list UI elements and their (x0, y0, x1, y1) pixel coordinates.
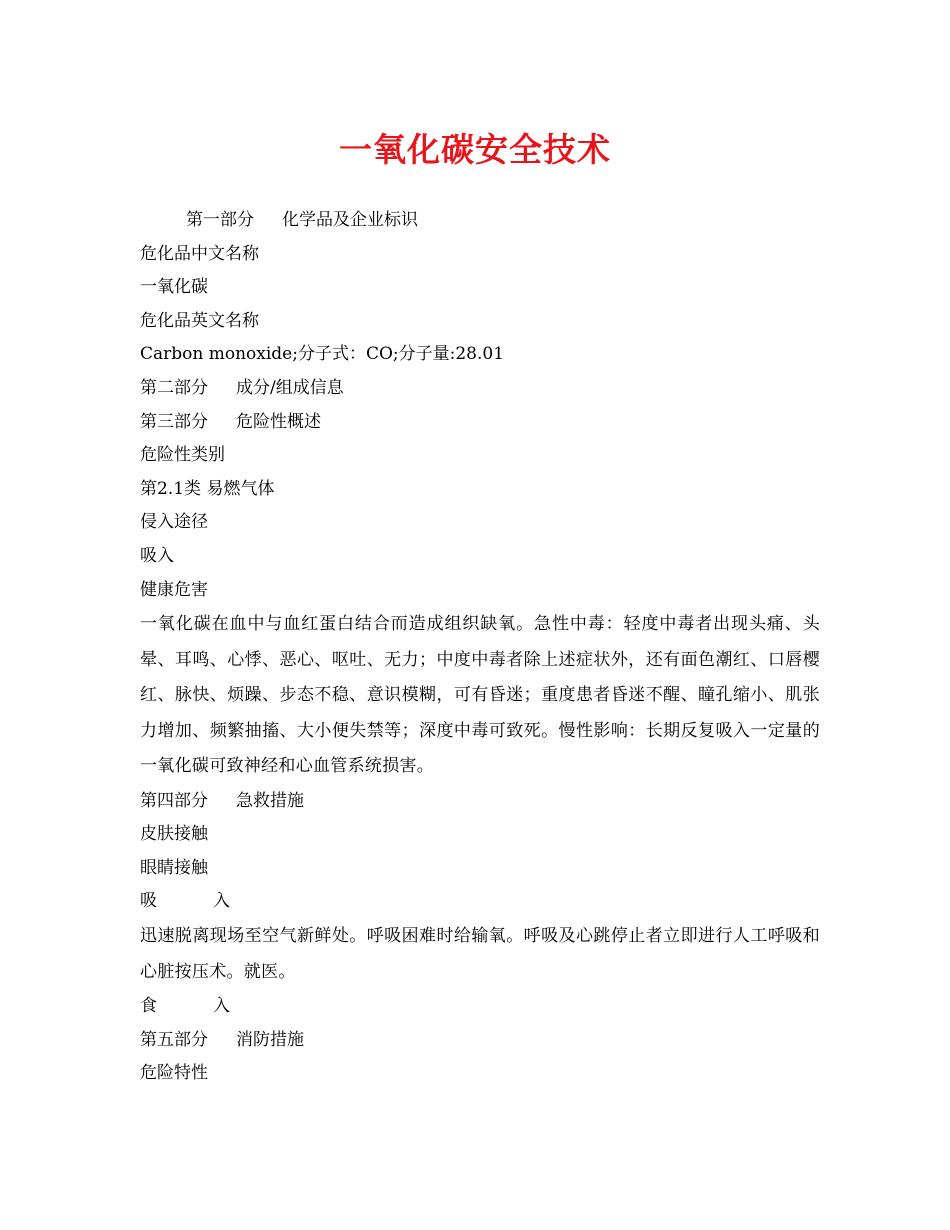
field-label-health: 健康危害 (140, 579, 208, 600)
section-title: 急救措施 (236, 790, 304, 811)
field-value-cn-name: 一氧化碳 (140, 277, 208, 298)
health-hazard-paragraph: 一氧化碳在血中与血红蛋白结合而造成组织缺氧。急性中毒：轻度中毒者出现头痛、头晕、耳鸣、心悸、恶心、呕吐、无力；中度中毒者除上述症状外，还有面色潮红、口唇樱红、脉快、烦躁、步态不稳、意识模糊，可有昏迷；重度患者昏迷不醒、瞳孔缩小、肌张力增加、频繁抽搐、大小便失禁等；深度中毒可致死。慢性影响：长期反复吸入一定量的一氧化碳可致神经和心血管系统损害。 (140, 614, 820, 777)
document-body (140, 204, 820, 1091)
document-title: 一氧化碳安全技术 (339, 130, 611, 169)
section-title: 危险性概述 (236, 411, 321, 432)
inhale-first-aid-paragraph: 迅速脱离现场至空气新鲜处。呼吸困难时给输氧。呼吸及心跳停止者立即进行人工呼吸和心脏按压术。就医。 (140, 926, 820, 982)
field-label-en-name: 危化品英文名称 (140, 310, 259, 331)
label-char: 吸 (140, 891, 157, 912)
section-title: 消防措施 (236, 1029, 304, 1050)
section-heading-part4 (140, 785, 820, 819)
section-heading-part5 (140, 1024, 820, 1058)
label-char: 入 (213, 996, 230, 1016)
field-label-fire-hazard: 危险特性 (140, 1063, 208, 1084)
section-number: 第二部分 (140, 377, 208, 398)
section-heading-part3 (140, 406, 820, 440)
field-label-inhale (140, 885, 820, 919)
field-value-hazard-class: 第2.1类 易燃气体 (140, 478, 275, 499)
section-title: 化学品及企业标识 (282, 210, 418, 230)
field-label-skin: 皮肤接触 (140, 824, 208, 845)
field-value-en-name: Carbon monoxide;分子式：CO;分子量:28.01 (140, 344, 505, 365)
section-number: 第一部分 (186, 210, 254, 230)
field-label-route: 侵入途径 (140, 512, 208, 533)
field-label-ingest (140, 990, 820, 1024)
section-title: 成分/组成信息 (236, 377, 344, 398)
section-heading-part1 (140, 204, 820, 238)
label-char: 入 (213, 891, 230, 912)
section-heading-part2 (140, 372, 820, 406)
field-label-hazard-class: 危险性类别 (140, 445, 225, 466)
section-number: 第三部分 (140, 411, 208, 432)
label-char: 食 (140, 996, 157, 1016)
field-label-eye: 眼睛接触 (140, 857, 208, 878)
field-label-cn-name: 危化品中文名称 (140, 243, 259, 264)
section-number: 第五部分 (140, 1029, 208, 1050)
section-number: 第四部分 (140, 790, 208, 811)
field-value-route: 吸入 (140, 545, 174, 566)
